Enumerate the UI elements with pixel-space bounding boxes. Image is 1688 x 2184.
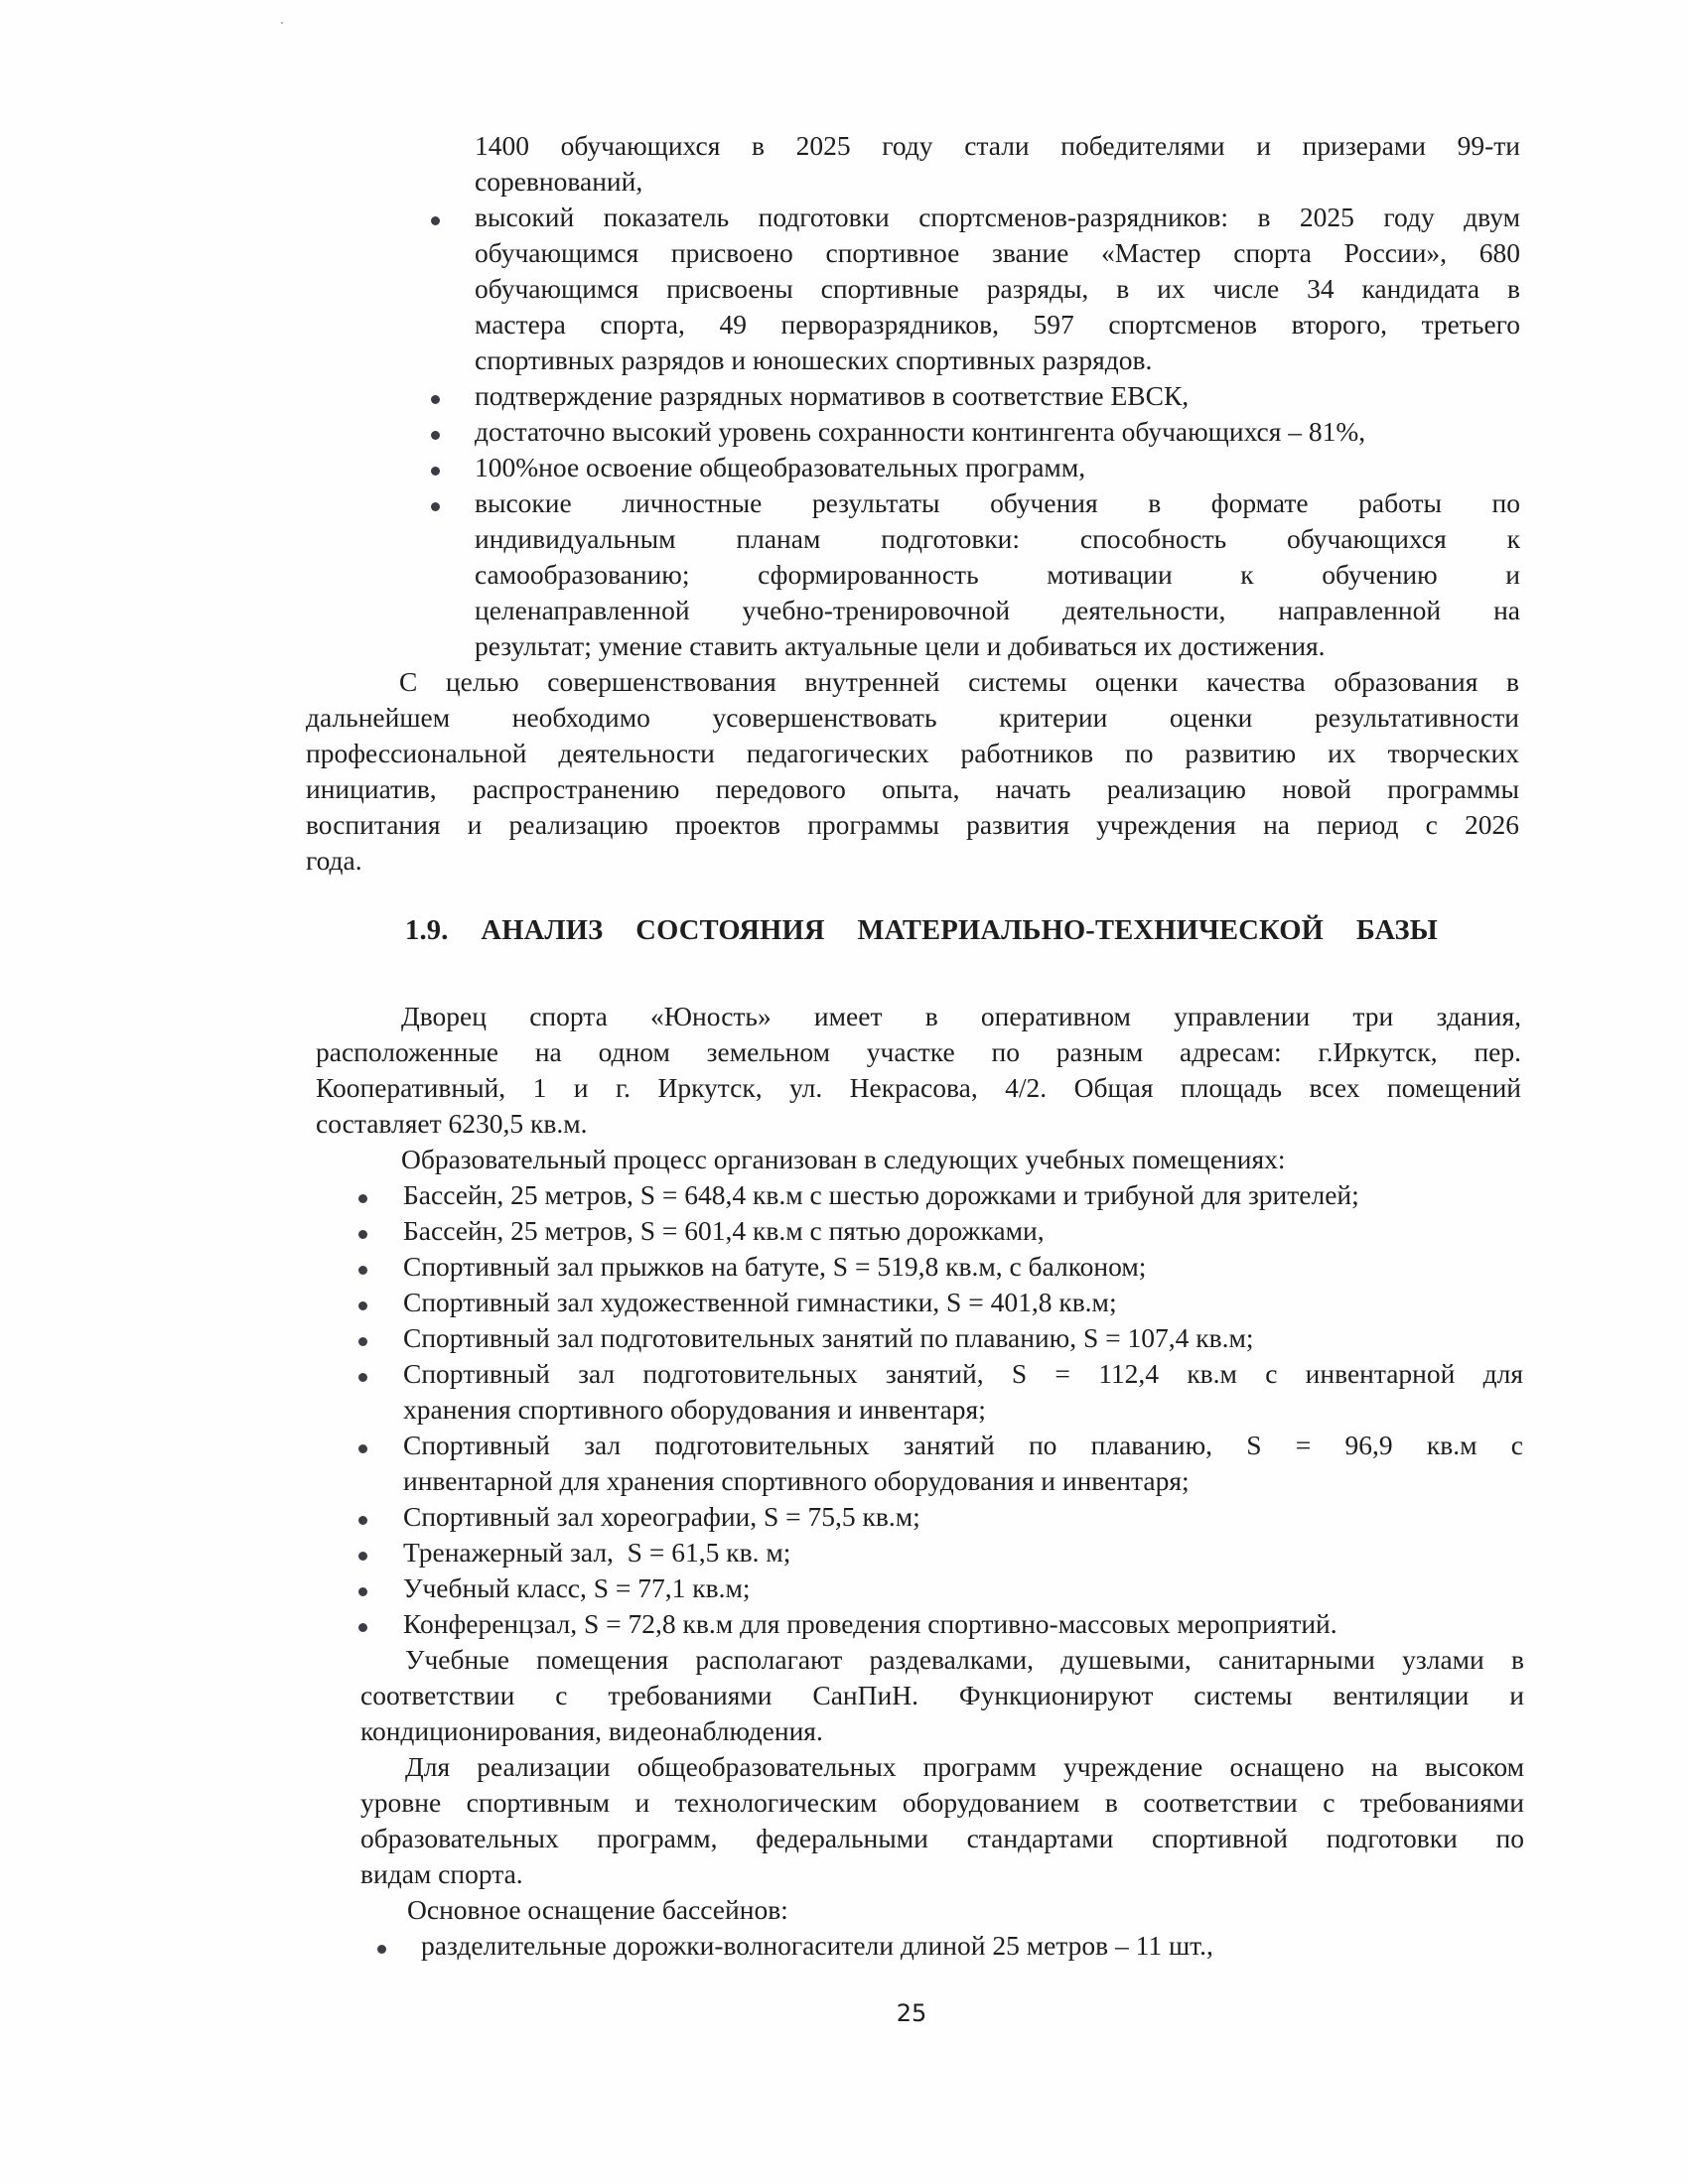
list-continuation-line: соревнований, bbox=[475, 166, 643, 197]
paragraph-line: расположенные на одном земельном участке по разным адресам: г.Иркутск, пер. bbox=[316, 1036, 1521, 1067]
list-item-line: спортивных разрядов и юношеских спортивных разрядов. bbox=[475, 344, 1153, 375]
rooms-intro: Образовательный процесс организован в следующих учебных помещениях: bbox=[401, 1144, 1286, 1174]
list-item-line: результат; умение ставить актуальные цели и добиваться их достижения. bbox=[475, 630, 1326, 661]
list-item-line: 100%ное освоение общеобразовательных программ, bbox=[475, 452, 1086, 482]
paragraph-line: Учебные помещения располагают раздевалками, душевыми, санитарными узлами в bbox=[405, 1644, 1524, 1675]
list-continuation-line: 1400 обучающихся в 2025 году стали победителями и призерами 99-ти bbox=[475, 130, 1520, 161]
list-item-line: обучающимся присвоены спортивные разряды, в их числе 34 кандидата в bbox=[475, 273, 1520, 304]
list-item-line: мастера спорта, 49 перворазрядников, 597 спортсменов второго, третьего bbox=[475, 309, 1520, 340]
bullet-icon bbox=[358, 1587, 367, 1596]
paragraph-line: видам спорта. bbox=[360, 1858, 523, 1889]
list-item-line: Спортивный зал подготовительных занятий по плаванию, S = 96,9 кв.м с bbox=[403, 1430, 1523, 1460]
list-item-line: хранения спортивного оборудования и инвентаря; bbox=[403, 1394, 986, 1425]
bullet-icon bbox=[431, 431, 440, 440]
paragraph-line: составляет 6230,5 кв.м. bbox=[316, 1108, 588, 1139]
paragraph-line: С целью совершенствования внутренней системы оценки качества образования в bbox=[399, 666, 1519, 697]
paragraph-line: Кооперативный, 1 и г. Иркутск, ул. Некрасова, 4/2. Общая площадь всех помещений bbox=[316, 1072, 1521, 1103]
list-item-line: Бассейн, 25 метров, S = 648,4 кв.м с шестью дорожками и трибуной для зрителей; bbox=[403, 1179, 1359, 1210]
paragraph-line: года. bbox=[306, 845, 362, 876]
list-item-line: Спортивный зал подготовительных занятий по плаванию, S = 107,4 кв.м; bbox=[403, 1322, 1254, 1353]
bullet-icon bbox=[358, 1194, 367, 1203]
bullet-icon bbox=[358, 1516, 367, 1525]
paragraph-line: соответствии с требованиями СанПиН. Функционируют системы вентиляции и bbox=[360, 1680, 1524, 1710]
list-item-line: самообразованию; сформированность мотивации к обучению и bbox=[475, 559, 1520, 590]
list-item-line: разделительные дорожки-волногасители длиной 25 метров – 11 шт., bbox=[421, 1930, 1213, 1961]
paragraph-line: профессиональной деятельности педагогических работников по развитию их творческих bbox=[306, 738, 1519, 768]
list-item-line: Конференцзал, S = 72,8 кв.м для проведения спортивно-массовых мероприятий. bbox=[403, 1608, 1337, 1639]
list-item-line: Спортивный зал художественной гимнастики, S = 401,8 кв.м; bbox=[403, 1287, 1117, 1317]
list-item-line: Учебный класс, S = 77,1 кв.м; bbox=[403, 1572, 751, 1603]
paragraph-line: инициатив, распространению передового опыта, начать реализацию новой программы bbox=[306, 773, 1519, 804]
section-heading: 1.9. АНАЛИЗ СОСТОЯНИЯ МАТЕРИАЛЬНО-ТЕХНИЧЕСКОЙ БАЗЫ bbox=[405, 915, 1438, 946]
bullet-icon bbox=[431, 216, 440, 225]
list-item-line: достаточно высокий уровень сохранности контингента обучающихся – 81%, bbox=[475, 416, 1366, 447]
paragraph-line: уровне спортивным и технологическим оборудованием в соответствии с требованиями bbox=[360, 1787, 1524, 1818]
bullet-icon bbox=[358, 1373, 367, 1382]
page-number: 25 bbox=[896, 1999, 927, 2027]
bullet-icon bbox=[358, 1301, 367, 1310]
paragraph-line: образовательных программ, федеральными стандартами спортивной подготовки по bbox=[360, 1823, 1524, 1853]
achievements-list bbox=[0, 0, 1688, 695]
pool-equipment-intro: Основное оснащение бассейнов: bbox=[407, 1894, 788, 1925]
bullet-icon bbox=[431, 395, 440, 404]
list-item-line: Тренажерный зал, S = 61,5 кв. м; bbox=[403, 1537, 791, 1568]
list-item-line: Спортивный зал подготовительных занятий, S = 112,4 кв.м с инвентарной для bbox=[403, 1358, 1523, 1389]
list-item-line: индивидуальным планам подготовки: способность обучающихся к bbox=[475, 523, 1520, 554]
bullet-icon bbox=[431, 467, 440, 476]
paragraph-line: воспитания и реализацию проектов программы развития учреждения на период с 2026 bbox=[306, 809, 1519, 840]
paragraph-line: дальнейшем необходимо усовершенствовать критерии оценки результативности bbox=[306, 702, 1519, 733]
bullet-icon bbox=[377, 1945, 386, 1954]
paragraph-line: кондиционирования, видеонаблюдения. bbox=[360, 1715, 823, 1746]
list-item-line: Спортивный зал хореографии, S = 75,5 кв.м; bbox=[403, 1501, 920, 1532]
list-item-line: Бассейн, 25 метров, S = 601,4 кв.м с пятью дорожками, bbox=[403, 1215, 1045, 1246]
list-item-line: высокие личностные результаты обучения в формате работы по bbox=[475, 487, 1520, 518]
list-item-line: подтверждение разрядных нормативов в соответствие ЕВСК, bbox=[475, 380, 1190, 411]
list-item-line: высокий показатель подготовки спортсменов-разрядников: в 2025 году двум bbox=[475, 202, 1520, 232]
paragraph-line: Для реализации общеобразовательных программ учреждение оснащено на высоком bbox=[405, 1751, 1524, 1782]
bullet-icon bbox=[431, 502, 440, 511]
list-item-line: Спортивный зал прыжков на батуте, S = 519,8 кв.м, с балконом; bbox=[403, 1251, 1147, 1282]
paragraph-line: Дворец спорта «Юность» имеет в оперативном управлении три здания, bbox=[401, 1001, 1521, 1031]
bullet-icon bbox=[358, 1337, 367, 1346]
bullet-icon bbox=[358, 1266, 367, 1275]
list-item-line: обучающимся присвоено спортивное звание «Мастер спорта России», 680 bbox=[475, 237, 1520, 268]
list-item-line: инвентарной для хранения спортивного оборудования и инвентаря; bbox=[403, 1465, 1190, 1496]
bullet-icon bbox=[358, 1230, 367, 1239]
bullet-icon bbox=[358, 1552, 367, 1561]
list-item-line: целенаправленной учебно-тренировочной деятельности, направленной на bbox=[475, 595, 1520, 625]
bullet-icon bbox=[358, 1623, 367, 1632]
bullet-icon bbox=[358, 1444, 367, 1453]
